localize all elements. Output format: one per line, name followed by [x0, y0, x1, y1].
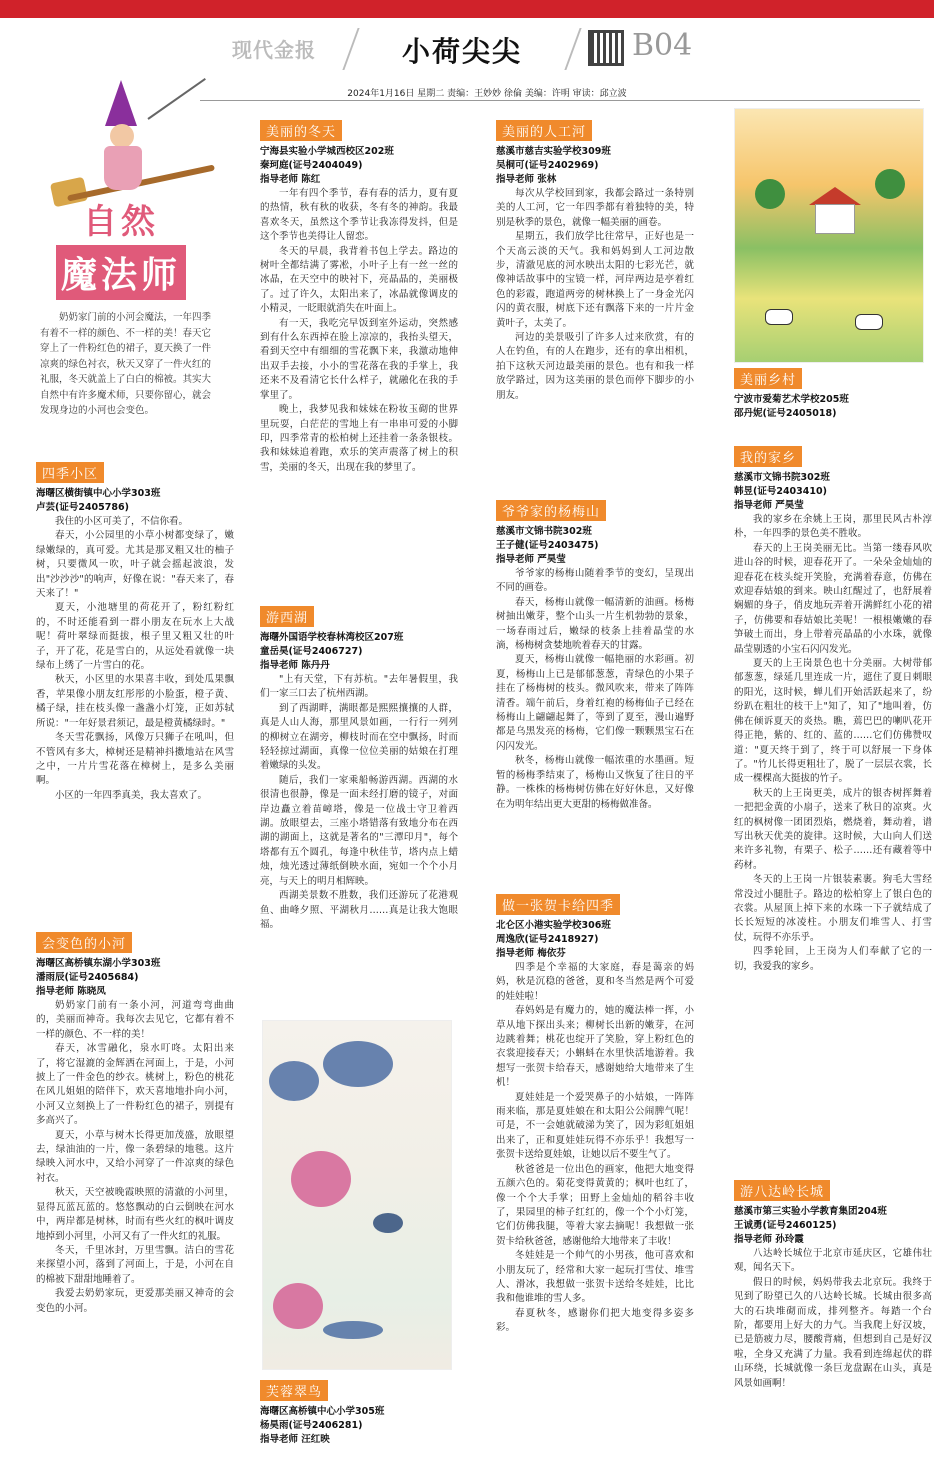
article-title: 游西湖: [260, 606, 314, 627]
lotus-kingfisher-painting: [262, 1020, 452, 1370]
article-author: 杨昊雨(证号2406281): [260, 1420, 363, 1431]
article-teacher: 指导老师 陈晓凤: [36, 986, 106, 997]
article-beautiful-village: [734, 368, 932, 421]
paragraph: 秋天，小区里的水果喜丰收，到处瓜果飘香，苹果像小朋友红彤彤的小脸蛋，橙子黄、橘子绿，挂在枝头像一盏盏小灯笼，正如苏轼所说："一年好景君须记，最是橙黄橘绿时。": [36, 674, 234, 729]
witch-hat-icon: [105, 80, 137, 126]
paragraph: 秋天的上王岗更美，成片的银杏树挥舞着一把把金黄的小扇子，送来了秋日的凉爽。火红的枫树像一团团烈焰，燃烧着，舞动着，谱写出秋天优美的旋律。这时候，大山向人们送来许多礼物，有栗子、松子……还有藏着等中药材。: [734, 787, 932, 871]
cow: [855, 314, 883, 330]
paragraph: 有一天，我吃完早饭到室外运动，突然感到有什么东西掉在脸上凉凉的，我抬头望天，看到天空中有细细的雪花飘下来，我激动地伸出双手去接，小小的雪花落在我的手掌上，我还来不及看清它长什么样子，就融化在我的手掌里了。: [260, 317, 458, 401]
newspaper-name: 现代金报: [232, 38, 316, 62]
paragraph: 八达岭长城位于北京市延庆区，它雄伟壮观，闻名天下。: [734, 1248, 932, 1274]
paragraph: 春妈妈是有魔力的，她的魔法棒一挥，小草从地下探出头来；柳树长出新的嫩芽，在河边跳着舞；桃花也绽开了笑脸，穿上粉红色的衣裳迎接春天；小蝌蚪在水里快活地游着。我想写一张贺卡给春天，感谢她给大地带来了生机！: [496, 1005, 694, 1089]
paragraph: 爷爷家的杨梅山随着季节的变幻，呈现出不同的画卷。: [496, 568, 694, 594]
article-title: 美丽的人工河: [496, 120, 592, 141]
witch-illustration: [30, 40, 230, 220]
paragraph: 夏天的上王岗景色也十分美丽。大树带郁郁葱葱，绿延几里连成一片，遮住了夏日刺眼的阳光，这时候，蝉儿们开始活跃起来了，纷纷趴在粗壮的枝干上"知了，知了"地叫着，仿佛在倾诉夏天的炎热。瞧，蔫巴巴的喇叭花开得正艳，紫的、红的、蓝的……它们仿佛赞叹道："夏天终于到了，终于可以舒展一下身体了。"竹儿长得更粗壮了，脱了一层层衣裳，长成一棵棵高大挺拔的竹子。: [734, 658, 932, 785]
article-body: [734, 1247, 932, 1391]
article-school: 海曙区高桥镇中心小学305班: [260, 1406, 385, 1417]
article-title: 做一张贺卡给四季: [496, 894, 620, 915]
paragraph: 我爱去奶奶家玩，更爱那美丽又神奇的会变色的小河。: [36, 1288, 234, 1314]
article-teacher: 指导老师 陈丹丹: [260, 660, 330, 671]
article-title: 游八达岭长城: [734, 1180, 830, 1201]
article-kingfisher: [260, 1380, 458, 1447]
article-author: 邵丹妮(证号2405018): [734, 408, 837, 419]
article-author: 韩昱(证号2403410): [734, 486, 827, 497]
article-title: 四季小区: [36, 462, 104, 483]
paragraph: 夏娃娃是一个爱哭鼻子的小姑娘，一阵阵雨来临，那是夏娃娘在和太阳公公闹脾气呢！可是，不一会她就破涕为笑了，因为彩虹姐姐出来了，正和夏娃娃玩得不亦乐乎！我想写一张贺卡送给夏娃娘，让她以后不要生气了。: [496, 1091, 694, 1161]
kingfisher-bird: [373, 1213, 403, 1233]
paragraph: 夏天，小草与树木长得更加茂盛，放眼望去，绿油油的一片，像一条碧绿的地毯。这片绿映入河水中，又给小河穿了一件凉爽的绿色衬衣。: [36, 1129, 234, 1184]
tree: [755, 179, 785, 209]
section-title: 小荷尖尖: [402, 35, 523, 68]
article-body: [260, 187, 458, 475]
paragraph: 河边的美景吸引了许多人过来欣赏，有的人在钓鱼，有的人在跑步，还有的拿出相机，拍下这秋天河边最美丽的景色。也有和我一样放学路过，因为这美丽的景色而停下脚步的小朋友。: [496, 332, 694, 401]
paragraph: 冬娃娃是一个帅气的小男孩，他可喜欢和小朋友玩了，经常和大家一起玩打雪仗、堆雪人、滑冰，我想做一张贺卡送给冬娃娃，比比我和他谁堆的雪人多。: [496, 1250, 694, 1305]
article-artificial-river: [496, 120, 694, 403]
paragraph: 夏天，小池塘里的荷花开了，粉红粉红的，不时还能看到一群小朋友在玩水上大战呢！荷叶翠绿而挺拔，根子里又粗又壮的叶子，开了花，花是雪白的，从远处看就像一块绿布上绣了一片雪白的花。: [36, 602, 234, 672]
article-author: 王子健(证号2403475): [496, 540, 599, 551]
paragraph: 四季轮回，上王岗为人们奉献了它的一切，我爱我的家乡。: [734, 946, 932, 972]
paragraph: 四季是个幸福的大家庭，春是蔼亲的妈妈，秋是沉稳的爸爸，夏和冬当然是两个可爱的娃娃啦！: [496, 962, 694, 1002]
article-body: [36, 999, 234, 1316]
article-my-hometown: [734, 446, 932, 974]
paragraph: 春天，小公园里的小草小树都变绿了，嫩绿嫩绿的，真可爱。尤其是那叉粗又壮的柚子树，只要微风一吹，叶子就会摇起波浪，发出"沙沙沙"的响声，好像在说："春天来了，春天来了！": [36, 530, 234, 600]
article-author: 卢芸(证号2405786): [36, 502, 129, 513]
article-school: 慈溪市第三实验小学教育集团204班: [734, 1206, 887, 1217]
article-body: [36, 515, 234, 803]
house-roof: [809, 187, 861, 205]
paragraph: 春夏秋冬，感谢你们把大地变得多姿多彩。: [496, 1307, 694, 1334]
paragraph: "上有天堂，下有苏杭。"去年暑假里，我们一家三口去了杭州西湖。: [260, 674, 458, 700]
paragraph: 西湖美景数不胜数，我们还游玩了花港观鱼、曲峰夕照、平湖秋月……真是让我大饱眼福。: [260, 890, 458, 930]
article-title: 我的家乡: [734, 446, 802, 467]
article-west-lake: [260, 606, 458, 932]
article-title: 会变色的小河: [36, 932, 132, 953]
tree: [875, 169, 905, 199]
article-body: [496, 961, 694, 1336]
cow: [765, 309, 793, 325]
paragraph: 假日的时候，妈妈带我去北京玩。我终于见到了盼望已久的八达岭长城。长城由很多高大的石块堆砌而成，排列整齐。每踏一个台阶，都要用上好大的力气。当我爬上好汉坡，已是筋疲力尽，腰酸背痛，但想到自己是好汉啦，全身又充满了力量。我看到连绵起伏的群山环绕，长城就像一条巨龙盘踞在山头，真是风景如画啊！: [734, 1276, 932, 1389]
dateline: 2024年1月16日 星期二 责编：王妙妙 徐倫 美编：许明 审读：邱立波: [347, 89, 627, 99]
article-school: 海曙外国语学校春林湾校区207班: [260, 632, 404, 643]
page-number: B04: [632, 28, 693, 63]
hibiscus-flower: [291, 1151, 351, 1207]
paragraph: 冬天的上王岗一片银装素裹。狗毛大雪经常没过小腿肚子。路边的松柏穿上了银白色的衣裳。从屋顶上掉下来的水珠一下子就结成了长长短短的冰凌柱。小朋友们堆雪人、打雪仗，玩得不亦乐乎。: [734, 874, 932, 943]
witch-face: [110, 124, 134, 148]
article-great-wall: [734, 1180, 932, 1391]
qr-code-icon: [588, 30, 624, 66]
feature-title-line1: 自然: [83, 202, 159, 242]
paragraph: 冬天的早晨，我背着书包上学去。路边的树叶全都结满了雾凇，小叶子上有一丝一丝的冰晶，在天空中的映衬下，亮晶晶的，美丽极了。过了许久，太阳出来了，冰晶就像调皮的小精灵，一眨眼就消失在叶面上。: [260, 245, 458, 315]
article-teacher: 指导老师 严昊莹: [734, 500, 804, 511]
article-school: 海曙区高桥镇东湖小学303班: [36, 958, 161, 969]
paragraph: 晚上，我梦见我和妹妹在粉妆玉砌的世界里玩耍，白茫茫的雪地上有一串串可爱的小脚印，四季常青的松柏树上还挂着一条条银枝。我和妹妹追着跑，欢乐的笑声震落了树上的积雪，美丽的冬天，出现在我的梦里了。: [260, 404, 458, 473]
feature-intro: 奶奶家门前的小河会魔法，一年四季有着不一样的颜色、不一样的美！春天它穿上了一件粉红色的裙子，夏天换了一件凉爽的绿色衬衣，秋天又穿了一件火红的礼服，冬天就盖上了白白的棉被。其实大自然中有许多魔术师，只要你留心，就会发现身边的小河也会变色。: [40, 312, 212, 416]
article-body: [734, 513, 932, 974]
article-title: 爷爷家的杨梅山: [496, 500, 606, 521]
paragraph: 春天的上王岗美丽无比。当第一缕春风吹进山谷的时候，迎春花开了。一朵朵金灿灿的迎春花在枝头绽开笑脸，充满着春意，仿佛在欢迎春姑娘的到来。映山红醒过了，也舒展着娴媚的身子，俏皮地玩弄着开满鲜红小花的裙子，仿佛要和春姑娘比美呢！一根根嫩嫩的春笋破土而出，身上带着亮晶晶的小水珠，就像晶莹剔透的小宝石闪闪发光。: [734, 542, 932, 655]
feature-title: [56, 194, 186, 300]
house: [815, 204, 855, 234]
article-author: 童岳昊(证号2406727): [260, 646, 363, 657]
paragraph: 我的家乡在余姚上王岗，那里民风古朴淳朴，一年四季的景色美不胜收。: [734, 514, 932, 540]
article-title: 美丽乡村: [734, 368, 802, 389]
top-color-bar: [0, 0, 934, 18]
paragraph: 一年有四个季节，春有春的活力，夏有夏的热情，秋有秋的收获，冬有冬的神韵。我最喜欢冬天，虽然这个季节让我冻得发抖，但是这个季节也美得让人留恋。: [260, 188, 458, 243]
masthead-divider: [342, 28, 359, 70]
magic-wand-icon: [147, 78, 205, 120]
article-beautiful-winter: [260, 120, 458, 475]
article-teacher: 指导老师 孙玲霞: [734, 1234, 804, 1245]
article-teacher: 指导老师 张林: [496, 174, 557, 185]
article-title: 芙蓉翠鸟: [260, 1380, 328, 1401]
article-author: 王诚勇(证号2460125): [734, 1220, 837, 1231]
article-school: 北仑区小港实验学校306班: [496, 920, 611, 931]
article-body: [496, 567, 694, 812]
article-school: 宁海县实验小学城西校区202班: [260, 146, 394, 157]
paragraph: 秋天，天空被晚霞映照的清澈的小河里，显得瓦蓝瓦蓝的。悠悠飘动的白云倒映在河水中，两岸都是树林，时而有些火红的枫叶调皮地掉到小河里，小河又有了一件火红的礼服。: [36, 1187, 234, 1242]
article-body: [260, 673, 458, 932]
paragraph: 夏天，杨梅山就像一幅艳丽的水彩画。初夏，杨梅山上已是郁郁葱葱，青绿色的小果子挂在了杨梅树的枝头。微风吹来，带来了阵阵清香。端午前后，身着红袍的杨梅仙子已经在杨梅山上翩翩起舞了，等到了夏至，漫山遍野都是乌黑发亮的杨梅，它们像一颗颗黑宝石在闪闪发光。: [496, 654, 694, 752]
leaf: [269, 1061, 319, 1101]
article-color-river: [36, 932, 234, 1316]
masthead-divider: [564, 28, 581, 70]
article-teacher: 指导老师 严昊莹: [496, 554, 566, 565]
paragraph: 我住的小区可美了，不信你看。: [55, 516, 189, 527]
article-author: 周逸欣(证号2418927): [496, 934, 599, 945]
article-season-card: [496, 894, 694, 1336]
paragraph: 星期五，我们放学比往常早，正好也是一个天高云淡的天气。我和妈妈到人工河边散步，清澈见底的河水映出太阳的七彩光芒，就像神话故事中的宝镜一样，河岸两边是亭着红色的彩霞，跑道两旁的树林换上了一身金光闪闪的黄衣服，树底下还有飘落下来的一片片金黄叶子，太美了。: [496, 231, 694, 329]
paragraph: 秋冬，杨梅山就像一幅浓重的水墨画。短暂的杨梅季结束了，杨梅山又恢复了往日的平静。一株株的杨梅树仿佛在好好休息，又好像在为明年结出更大更甜的杨梅做准备。: [496, 755, 694, 810]
feature-title-line2: 魔法师: [56, 245, 186, 300]
paragraph: 小区的一年四季真美，我太喜欢了。: [55, 789, 208, 801]
article-teacher: 指导老师 梅依芬: [496, 948, 566, 959]
article-school: 海曙区横街镇中心小学303班: [36, 488, 161, 499]
paragraph: 春天，冰雪融化，泉水叮咚。太阳出来了，将它湿漉的金辉洒在河面上，于是，小河披上了一件金色的纱衣。桃树上，粉色的桃花在风儿姐姐的陪伴下，欢天喜地地扑向小河，小河又立刻换上了一件粉红色的裙子，别提有多高兴了。: [36, 1043, 234, 1127]
article-body: [496, 187, 694, 403]
paragraph: 冬天雪花飘扬，风像万只狮子在吼叫，但不管风有多大，樟树还是精神抖擞地站在风雪之中，一片片雪花落在樟树上，是多么美丽啊。: [36, 732, 234, 787]
paragraph: 到了西湖畔，满眼都是熙熙攘攘的人群，真是人山人海，那里风景如画，一行行一列列的柳树立在湖旁，柳枝时而在空中飘扬，时而轻轻掠过湖面，真像一位位美丽的姑娘在打理着嫩绿的头发。: [260, 702, 458, 772]
leaf: [323, 1321, 383, 1339]
paragraph: 奶奶家门前有一条小河，河道弯弯曲曲的，美丽而神奇。我每次去见它，它都有着不一样的颜色、不一样的美！: [36, 1000, 234, 1040]
article-school: 慈溪市慈吉实验学校309班: [496, 146, 611, 157]
village-painting: [734, 108, 924, 363]
article-school: 宁波市爱菊艺术学校205班: [734, 394, 849, 405]
article-school: 慈溪市文锦书院302班: [734, 472, 830, 483]
paragraph: 每次从学校回到家，我都会路过一条特别美的人工河，它一年四季都有着独特的美，特别是秋季的景色，就像一幅美丽的画卷。: [496, 188, 694, 228]
paragraph: 冬天，千里冰封，万里雪飘。洁白的雪花来探望小河，落到了河面上，于是，小河在自的棉被下甜甜地睡着了。: [36, 1244, 234, 1285]
article-teacher: 指导老师 汪红映: [260, 1434, 330, 1445]
witch-body: [104, 146, 142, 190]
paragraph: 秋爸爸是一位出色的画家，他把大地变得五颜六色的。菊花变得黄黄的；枫叶也红了，像一个个大手掌；田野上金灿灿的稻谷丰收了，果园里的柿子红红的，像一个个小灯笼，它们仿佛我腿，等着大家去摘呢！我想做一张贺卡给秋爸爸，感谢他给大地带来了丰收！: [496, 1163, 694, 1247]
article-school: 慈溪市文锦书院302班: [496, 526, 592, 537]
article-author: 潘雨辰(证号2405684): [36, 972, 139, 983]
article-title: 美丽的冬天: [260, 120, 342, 141]
article-bayberry-mountain: [496, 500, 694, 812]
article-author: 秦珂庭(证号2404049): [260, 160, 363, 171]
leaf: [323, 1041, 393, 1087]
article-teacher: 指导老师 陈红: [260, 174, 321, 185]
paragraph: 随后，我们一家乘船畅游西湖。西湖的水很清也很静，像是一面未经打磨的镜子，对面岸边矗立着苗嶂塔，像是一位战士守卫着西湖。放眼望去，三座小塔错落有致地分布在西湖的湖面上，这就是著名的"三潭印月"，每个塔都有五个圆孔，每逢中秋佳节，塔内点上蜡烛，烛光透过薄纸倒映水面，宛如一个个小月亮，与天上的明月相辉映。: [260, 774, 458, 887]
article-author: 吴桐可(证号2402969): [496, 160, 599, 171]
header-rule: [200, 100, 920, 101]
paragraph: 春天，杨梅山就像一幅清新的油画。杨梅树抽出嫩芽，整个山头一片生机勃勃的景象，一场春雨过后，嫩绿的枝条上挂着晶莹的水滴，杨梅树贪婪地吮着春天的甘露。: [496, 596, 694, 652]
hibiscus-flower: [273, 1283, 323, 1329]
article-four-seasons: [36, 462, 234, 803]
